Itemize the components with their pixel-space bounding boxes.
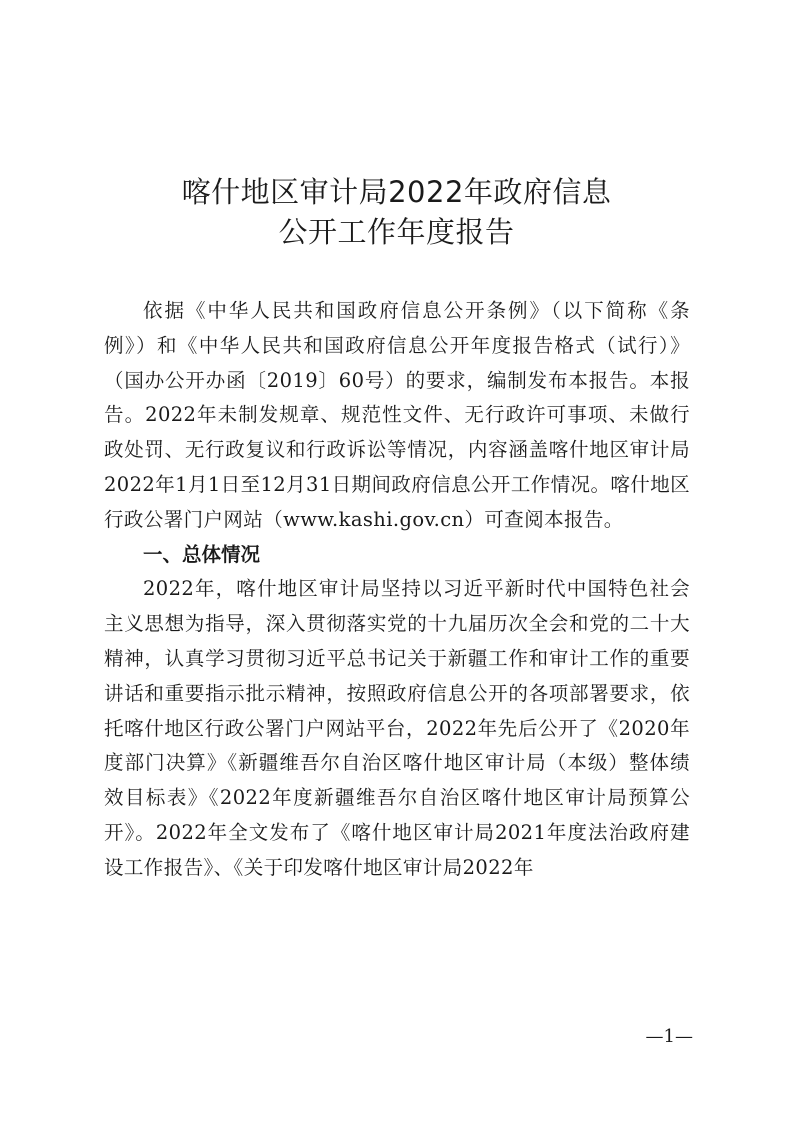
document-title xyxy=(96,172,697,252)
section-heading-overview: 一、总体情况 xyxy=(143,542,261,566)
title-line-2: 公开工作年度报告 xyxy=(278,215,515,249)
overview-paragraph: 2022年，喀什地区审计局坚持以习近平新时代中国特色社会主义思想为指导，深入贯彻落实党的十九届历次全会和党的二十大精神，认真学习贯彻习近平总书记关于新疆工作和审计工作的重要讲话和重要指示批示精神，按照政府信息公开的各项部署要求，依托喀什地区行政公署门户网站平台，2022年先后公开了《2020年度部门决算》《新疆维吾尔自治区喀什地区审计局（本级）整体绩效目标表》《2022年度新疆维吾尔自治区喀什地区审计局预算公开》。2022年全文发布了《喀什地区审计局2021年度法治政府建设工作报告》、《关于印发喀什地区审计局2022年 xyxy=(104,577,690,879)
page-number: —1— xyxy=(645,1026,693,1047)
title-line-1: 喀什地区审计局2022年政府信息 xyxy=(181,175,612,209)
intro-paragraph: 依据《中华人民共和国政府信息公开条例》（以下简称《条例》）和《中华人民共和国政府信息公开年度报告格式（试行）》（国办公开办函〔2019〕60号）的要求，编制发布本报告。本报告。2022年未制发规章、规范性文件、无行政许可事项、未做行政处罚、无行政复议和行政诉讼等情况，内容涵盖喀什地区审计局2022年1月1日至12月31日期间政府信息公开工作情况。喀什地区行政公署门户网站（www.kashi.gov.cn）可查阅本报告。 xyxy=(104,299,690,531)
document-body xyxy=(104,294,690,886)
